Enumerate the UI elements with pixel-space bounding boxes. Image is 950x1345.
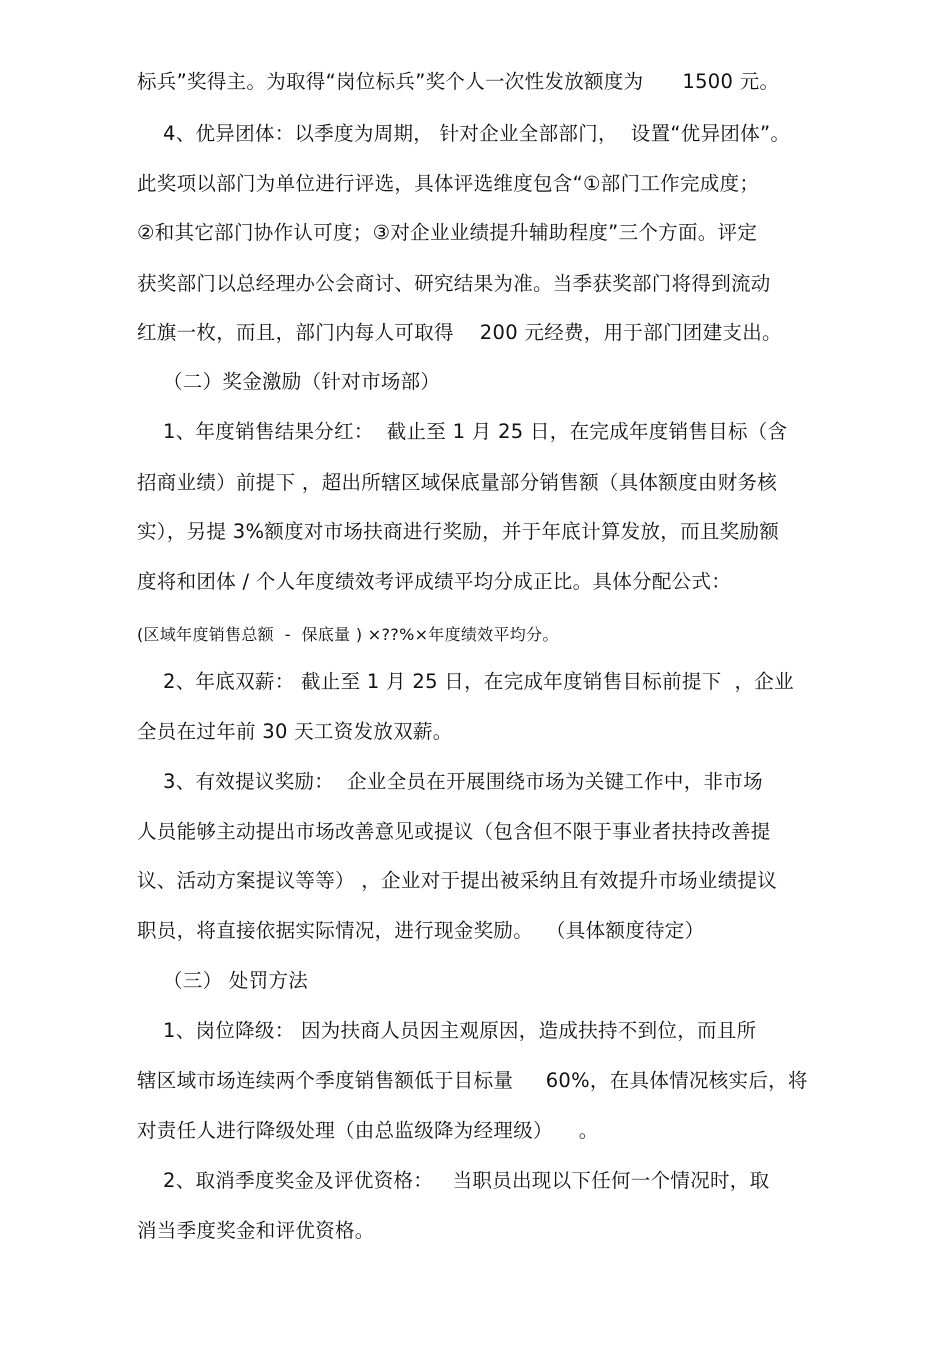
text-line: 全员在过年前 30 天工资发放双薪。 — [137, 720, 453, 743]
text-line: 职员，将直接依据实际情况，进行现金奖励。 （具体额度待定） — [137, 919, 705, 942]
text-line: 1、岗位降级： 因为扶商人员因主观原因，造成扶持不到位，而且所 — [137, 1019, 757, 1042]
text-line: 议、活动方案提议等等） ，企业对于提出被采纳且有效提升市场业绩提议 — [137, 869, 778, 892]
section-heading: （三） 处罚方法 — [137, 969, 309, 992]
text-line: 人员能够主动提出市场改善意见或提议（包含但不限于事业者扶持改善提 — [137, 820, 771, 843]
text-line: 辖区域市场连续两个季度销售额低于目标量 60%，在具体情况核实后，将 — [137, 1069, 808, 1092]
text-line: 对责任人进行降级处理（由总监级降为经理级） 。 — [137, 1119, 599, 1142]
text-line: 此奖项以部门为单位进行评选，具体评选维度包含“①部门工作完成度； — [137, 172, 760, 195]
text-line: 获奖部门以总经理办公会商讨、研究结果为准。当季获奖部门将得到流动 — [137, 272, 771, 295]
text-line: 消当季度奖金和评优资格。 — [137, 1219, 375, 1242]
text-line: 实），另提 3%额度对市场扶商进行奖励，并于年底计算发放，而且奖励额 — [137, 520, 780, 543]
text-line: 招商业绩）前提下 ，超出所辖区域保底量部分销售额（具体额度由财务核 — [137, 471, 778, 494]
text-line: 3、有效提议奖励： 企业全员在开展围绕市场为关键工作中，非市场 — [137, 770, 763, 793]
text-line: 度将和团体 / 个人年度绩效考评成绩平均分成正比。具体分配公式： — [137, 570, 732, 593]
section-heading: （二）奖金激励（针对市场部） — [137, 370, 441, 393]
text-line: 1、年度销售结果分红： 截止至 1 月 25 日，在完成年度销售目标（含 — [137, 420, 788, 443]
text-line: 2、取消季度奖金及评优资格： 当职员出现以下任何一个情况时，取 — [137, 1169, 770, 1192]
text-line: 4、优异团体：以季度为周期， 针对企业全部部门， 设置“优异团体”。 — [137, 122, 791, 145]
formula-line: (区域年度销售总额 - 保底量 ) ×??%×年度绩效平均分。 — [137, 625, 559, 644]
text-line: 标兵”奖得主。为取得“岗位标兵”奖个人一次性发放额度为 1500 元。 — [137, 70, 780, 93]
text-line: ②和其它部门协作认可度；③对企业业绩提升辅助程度”三个方面。评定 — [137, 221, 758, 244]
text-line: 2、年底双薪： 截止至 1 月 25 日，在完成年度销售目标前提下 ，企业 — [137, 670, 794, 693]
text-line: 红旗一枚，而且，部门内每人可取得 200 元经费，用于部门团建支出。 — [137, 321, 782, 344]
